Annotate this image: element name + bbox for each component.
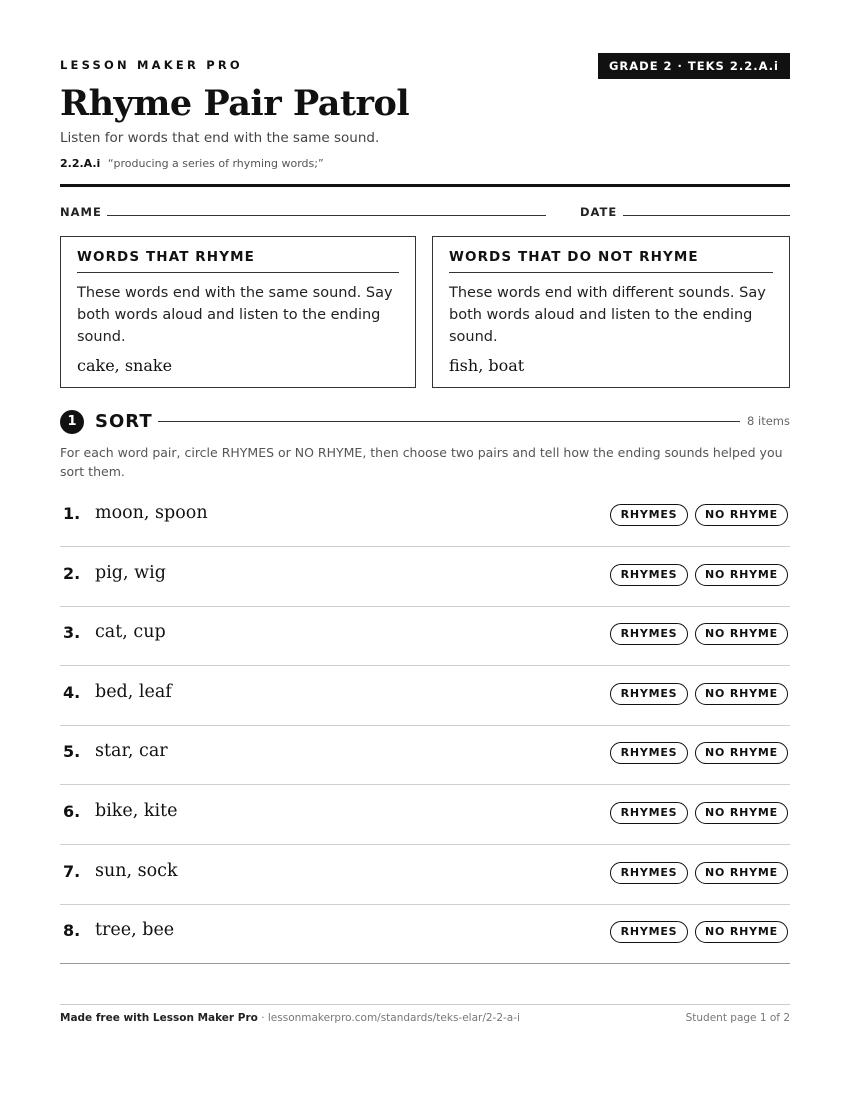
grade-badge: GRADE 2 · TEKS 2.2.A.i xyxy=(598,53,790,79)
no-rhyme-card-example: fish, boat xyxy=(449,356,525,375)
item-number: 3. xyxy=(63,623,81,642)
word-pair: moon, spoon xyxy=(95,503,208,523)
name-field[interactable] xyxy=(107,215,546,216)
brand-name: LESSON MAKER PRO xyxy=(60,58,243,72)
section-divider xyxy=(158,421,740,422)
item-number: 2. xyxy=(63,564,81,583)
item-number: 4. xyxy=(63,683,81,702)
rhymes-option[interactable]: RHYMES xyxy=(610,742,688,764)
word-pair: tree, bee xyxy=(95,920,175,940)
no-rhyme-option[interactable]: NO RHYME xyxy=(695,921,788,943)
rhymes-option[interactable]: RHYMES xyxy=(610,623,688,645)
rhymes-option[interactable]: RHYMES xyxy=(610,802,688,824)
word-pair: sun, sock xyxy=(95,861,178,881)
rhyme-card xyxy=(60,236,416,388)
word-pair: pig, wig xyxy=(95,563,166,583)
item-number: 6. xyxy=(63,802,81,821)
date-label: DATE xyxy=(580,205,618,219)
item-number: 1. xyxy=(63,504,81,523)
footer-separator: · xyxy=(257,1012,268,1024)
word-pair: cat, cup xyxy=(95,622,166,642)
no-rhyme-option[interactable]: NO RHYME xyxy=(695,683,788,705)
no-rhyme-option[interactable]: NO RHYME xyxy=(695,623,788,645)
item-count: 8 items xyxy=(747,414,790,428)
list-item xyxy=(60,606,790,666)
page-title: Rhyme Pair Patrol xyxy=(60,83,410,124)
no-rhyme-option[interactable]: NO RHYME xyxy=(695,802,788,824)
date-field[interactable] xyxy=(623,215,790,216)
list-item xyxy=(60,547,790,607)
list-item xyxy=(60,845,790,905)
list-item xyxy=(60,904,790,964)
word-pair: star, car xyxy=(95,741,168,761)
list-item xyxy=(60,725,790,785)
rhyme-card-heading: WORDS THAT RHYME xyxy=(77,249,399,273)
rhymes-option[interactable]: RHYMES xyxy=(610,683,688,705)
standard-code: 2.2.A.i xyxy=(60,157,101,170)
no-rhyme-card-body: These words end with different sounds. Say both words aloud and listen to the ending sound. xyxy=(449,285,766,345)
no-rhyme-card-heading: WORDS THAT DO NOT RHYME xyxy=(449,249,773,273)
footer-url[interactable]: lessonmakerpro.com/standards/teks-elar/2-2-a-i xyxy=(267,1012,520,1024)
item-number: 7. xyxy=(63,862,81,881)
header-divider xyxy=(60,184,790,187)
footer-made-with: Made free with Lesson Maker Pro xyxy=(60,1012,258,1024)
no-rhyme-option[interactable]: NO RHYME xyxy=(695,504,788,526)
no-rhyme-option[interactable]: NO RHYME xyxy=(695,862,788,884)
footer-credit xyxy=(60,1012,520,1024)
rhymes-option[interactable]: RHYMES xyxy=(610,862,688,884)
list-item xyxy=(60,487,790,547)
rhymes-option[interactable]: RHYMES xyxy=(610,504,688,526)
word-pair: bed, leaf xyxy=(95,682,172,702)
list-item xyxy=(60,666,790,726)
rhymes-option[interactable]: RHYMES xyxy=(610,921,688,943)
section-number-badge: 1 xyxy=(60,410,84,434)
standard-text: “producing a series of rhyming words;” xyxy=(107,157,324,170)
no-rhyme-option[interactable]: NO RHYME xyxy=(695,742,788,764)
name-label: NAME xyxy=(60,205,102,219)
rhyme-card-body: These words end with the same sound. Say both words aloud and listen to the ending sound. xyxy=(77,285,393,345)
standard-line xyxy=(60,157,324,170)
footer-divider xyxy=(60,1004,790,1005)
instructions: For each word pair, circle RHYMES or NO RHYME, then choose two pairs and tell how the ending sounds helped you sort them. xyxy=(60,445,783,479)
section-title: SORT xyxy=(95,411,153,432)
item-number: 8. xyxy=(63,921,81,940)
rhymes-option[interactable]: RHYMES xyxy=(610,564,688,586)
list-item xyxy=(60,785,790,845)
no-rhyme-option[interactable]: NO RHYME xyxy=(695,564,788,586)
worksheet-page xyxy=(60,0,790,1100)
page-subtitle: Listen for words that end with the same sound. xyxy=(60,130,380,146)
page-indicator: Student page 1 of 2 xyxy=(685,1012,790,1024)
word-pair: bike, kite xyxy=(95,801,178,821)
no-rhyme-card xyxy=(432,236,790,388)
item-number: 5. xyxy=(63,742,81,761)
rhyme-card-example: cake, snake xyxy=(77,356,173,375)
